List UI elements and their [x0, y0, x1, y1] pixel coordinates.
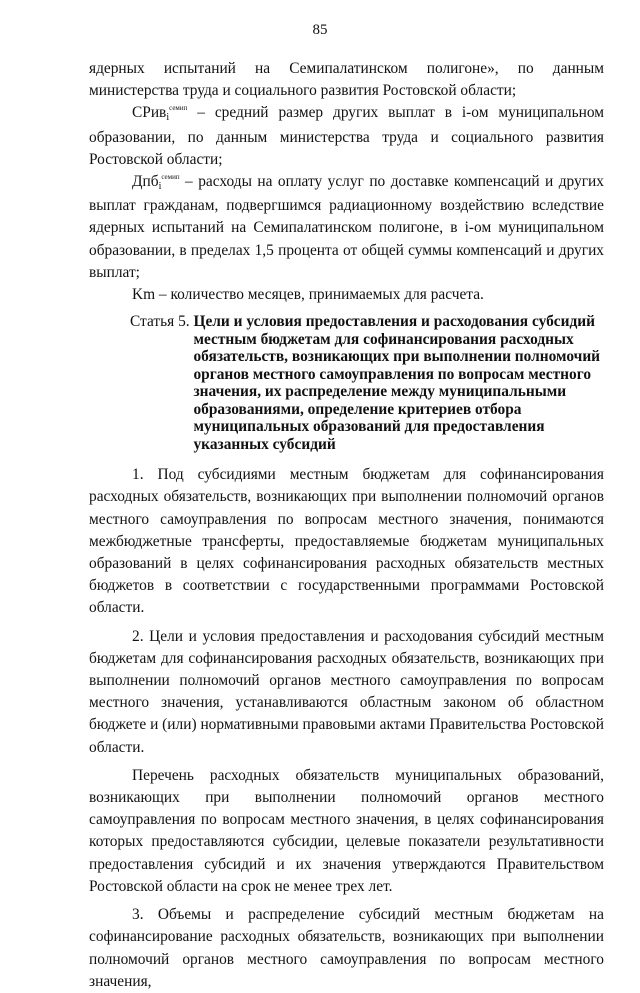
article-title: Цели и условия предоставления и расходования субсидий местным бюджетам для софинансирования расходных обязательств, возникающих при выполнении полномочий органов местного самоуправления по вопросам местного значения, их распределение между муниципальными образованиями, определение критериев отбора муниципальных образований для предоставления указанных субсидий: [193, 313, 601, 453]
page-number: 85: [312, 22, 328, 38]
paragraph-continuation: ядерных испытаний на Семипалатинском полигоне», по данным министерства труда и социального развития Ростовской области;: [89, 60, 604, 100]
paragraph-3: 3. Объемы и распределение субсидий местным бюджетам на софинансирование расходных обязательств, возникающих при выполнении полномочий органов местного самоуправления по вопросам местного значения,: [89, 906, 604, 990]
article-heading: [89, 313, 604, 453]
paragraph-1: 1. Под субсидиями местным бюджетам для софинансирования расходных обязательств, возникающих при выполнении полномочий органов местного самоуправления по вопросам местного значения, понимаются межбюджетные трансферты, предоставляемые бюджетам муниципальных образований в целях софинансирования расходных обязательств местных бюджетов в соответствии с государственными программами Ростовской области.: [89, 466, 604, 617]
formula-symbol: СРив: [132, 104, 167, 122]
formula-subscript: i: [158, 181, 162, 193]
formula-superscript: семип: [169, 104, 188, 113]
definition-srivi: [89, 102, 604, 171]
formula-symbol: Дпб: [132, 173, 159, 191]
definition-text: – средний размер других выплат в i-ом муниципальном образовании, по данным министерства труда и социального развития Ростовской области;: [89, 104, 604, 168]
definition-text: – расходы на оплату услуг по доставке компенсаций и других выплат гражданам, подвергшимся радиационному воздействию вследствие ядерных испытаний на Семипалатинском полигоне, в i-ом муниципальном образовании, в пределах 1,5 процента от общей суммы компенсаций и других выплат;: [89, 173, 604, 281]
document-body: [89, 58, 604, 993]
definition-dpbi: [89, 171, 604, 284]
definition-km: Km – количество месяцев, принимаемых для расчета.: [132, 286, 484, 304]
paragraph-2-continued: Перечень расходных обязательств муниципальных образований, возникающих при выполнении полномочий органов местного самоуправления по вопросам местного значения, в целях софинансирования которых предоставляются субсидии, целевые показатели результативности предоставления субсидий и их значения утверждаются Правительством Ростовской области на срок не менее трех лет.: [89, 766, 604, 895]
article-number: Статья 5.: [130, 313, 194, 331]
formula-superscript: семип: [161, 173, 180, 182]
paragraph-2: 2. Цели и условия предоставления и расходования субсидий местным бюджетам для софинансирования расходных обязательств, возникающих при выполнении полномочий органов местного самоуправления по вопросам местного значения, устанавливаются областным законом об областном бюджете и (или) нормативными правовыми актами Правительства Ростовской области.: [89, 627, 604, 756]
formula-subscript: i: [166, 112, 170, 124]
